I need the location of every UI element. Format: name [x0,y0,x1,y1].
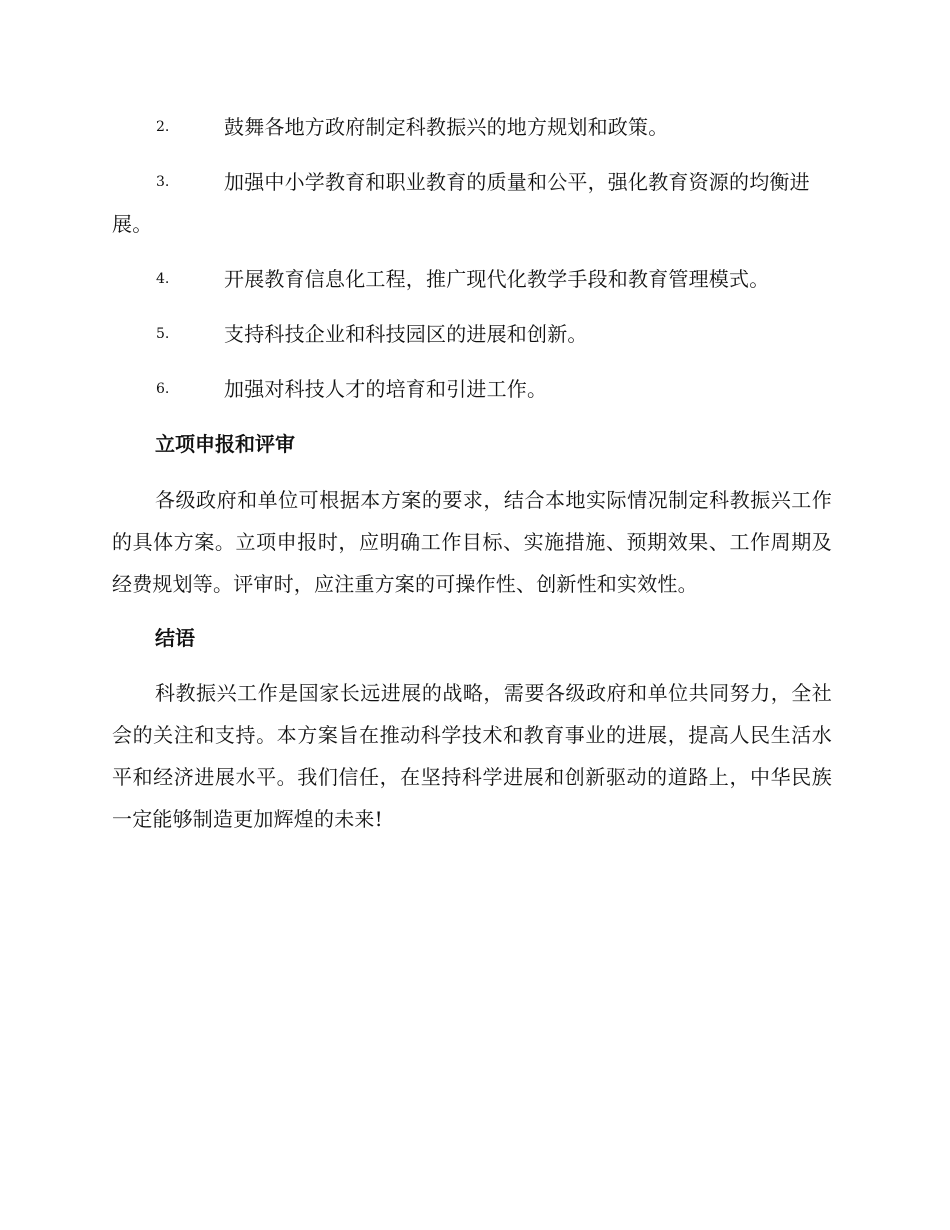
list-item-text: 加强对科技人才的培育和引进工作。 [224,377,548,401]
section-heading: 结语 [155,626,195,650]
list-item-number: 3. [156,174,170,190]
section-paragraph: 科教振兴工作是国家长远进展的战略，需要各级政府和单位共同努力，全社会的关注和支持。本方案旨在推动科学技术和教育事业的进展，提高人民生活水平和经济进展水平。我们信任，在坚持科学进展和创新驱动的道路上，中华民族一定能够制造更加辉煌的未来! [112,681,832,831]
list-item-number: 6. [156,381,170,397]
list-item-text: 开展教育信息化工程，推广现代化教学手段和教育管理模式。 [224,267,770,291]
section-heading: 立项申报和评审 [155,432,295,456]
list-item-number: 5. [156,326,170,342]
list-item-text: 支持科技企业和科技园区的进展和创新。 [224,322,588,346]
list-item-number: 2. [156,119,170,135]
list-item [112,313,832,355]
section-paragraph: 各级政府和单位可根据本方案的要求，结合本地实际情况制定科教振兴工作的具体方案。立项申报时，应明确工作目标、实施措施、预期效果、工作周期及经费规划等。评审时，应注重方案的可操作性、创新性和实效性。 [112,488,832,596]
list-item [112,161,832,245]
list-item [112,368,832,410]
list-item [112,258,832,300]
list-item-number: 4. [156,271,170,287]
list-item-text: 加强中小学教育和职业教育的质量和公平，强化教育资源的均衡进展。 [112,170,810,236]
list-item-text: 鼓舞各地方政府制定科教振兴的地方规划和政策。 [224,115,669,139]
list-item [112,106,832,148]
